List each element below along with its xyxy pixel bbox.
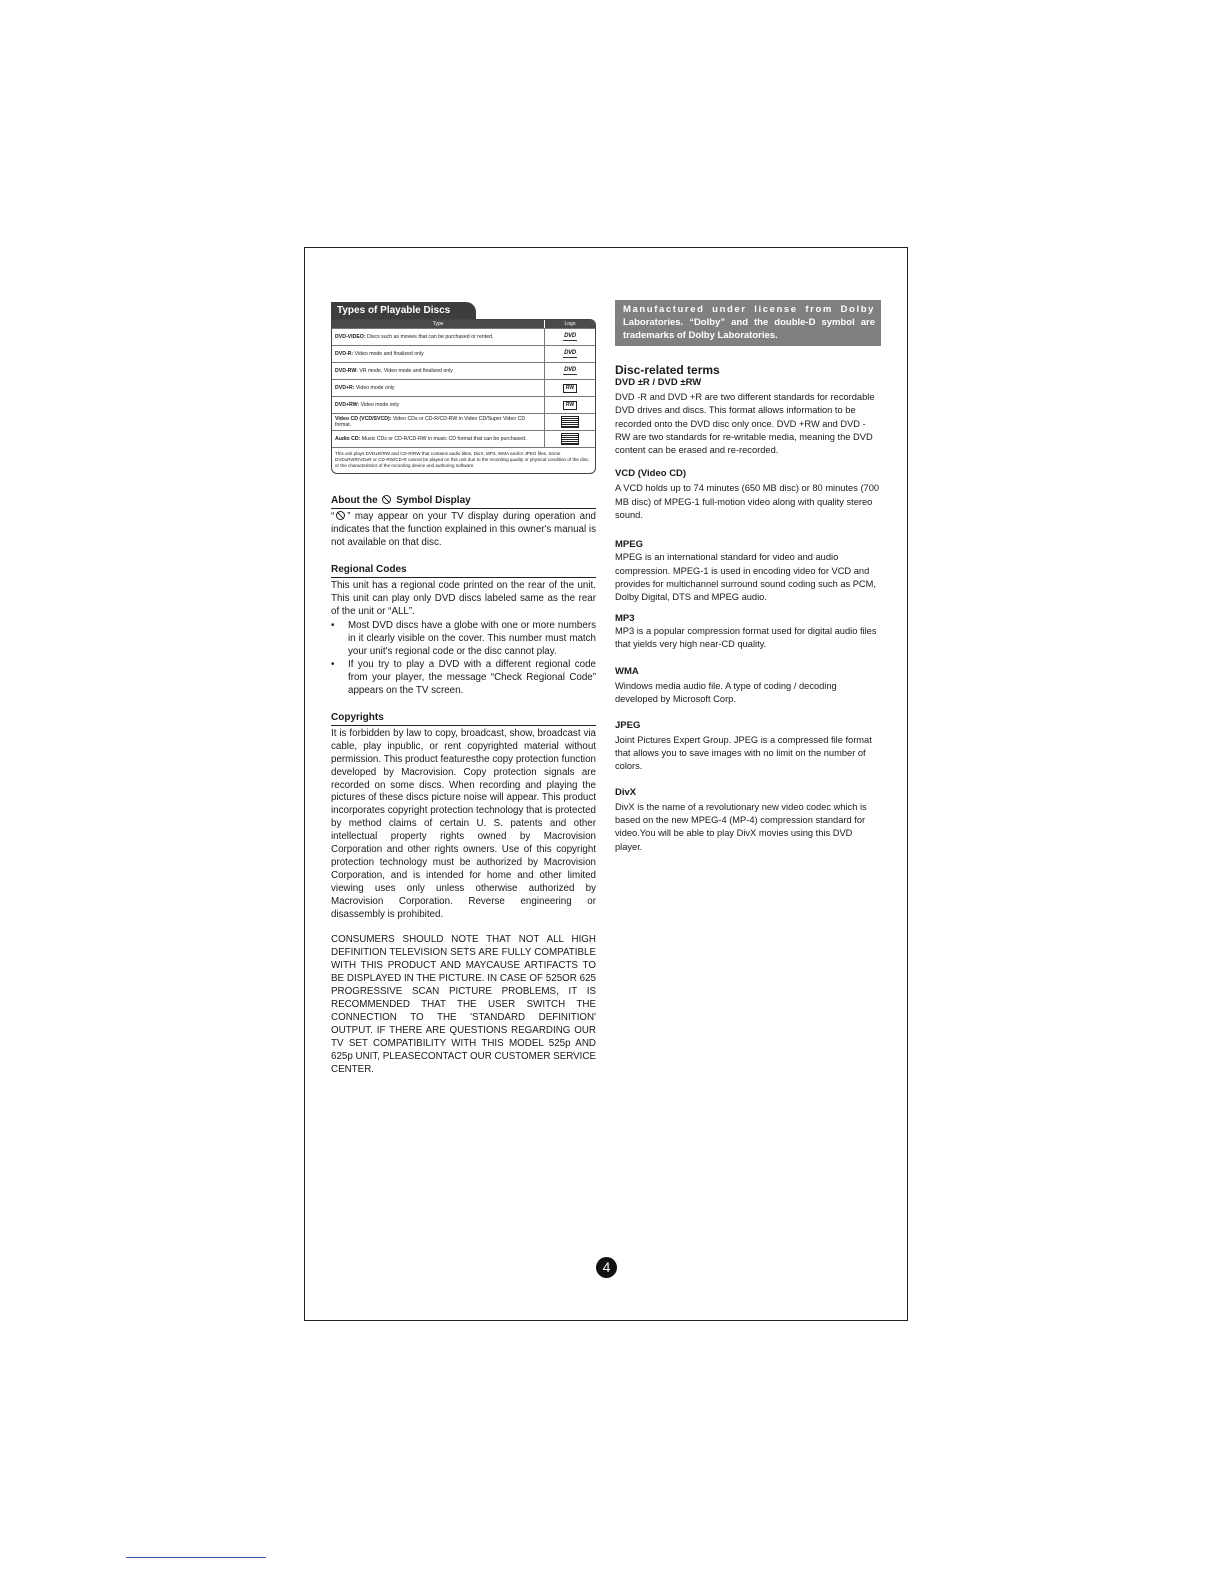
page-number: 4 xyxy=(596,1257,617,1278)
disc-type-desc: Video mode only xyxy=(359,402,400,408)
disc-terms-heading: Disc-related terms xyxy=(615,363,720,377)
dvd-plus-r-logo-icon: RW xyxy=(563,384,577,393)
term-mp3 xyxy=(615,613,881,652)
disc-type-desc: Music CDs or CD-R/CD-RW in music CD format that can be purchased. xyxy=(360,436,527,442)
term-dvd xyxy=(615,377,881,457)
regional-codes-text: This unit has a regional code printed on the rear of the unit. This unit can play only DVD discs labeled same as the rear of the unit or “ALL”. xyxy=(331,579,596,617)
disc-type-name: DVD-VIDEO: xyxy=(335,334,366,340)
term-title: JPEG xyxy=(615,719,641,731)
copyrights-text: It is forbidden by law to copy, broadcast, show, broadcast via cable, play inpublic, or rent copyrighted material without permission. This product featuresthe copy protection function developed by Macrovision. Copy protection signals are recorded on some discs. When recording and playing the pictures of these discs picture noise will appear. This product incorporates copyright protection technology that is protected by method claims of certain U. S. patents and other intellectual property rights owned by Macrovision Corporation and other rights owners. Use of this copyright protection technology must be authorized by Macrovision Corporation, and is intended for home and other limited viewing uses only unless otherwise authorized by Macrovision Corporation. Reverse engineering or disassembly is prohibited. xyxy=(331,727,596,920)
video-cd-logo-icon xyxy=(561,416,579,428)
term-title: DVD ±R / DVD ±RW xyxy=(615,377,702,388)
consumer-notice: CONSUMERS SHOULD NOTE THAT NOT ALL HIGH DEFINITION TELEVISION SETS ARE FULLY COMPATIBLE WITH THIS PRODUCT AND MAYCAUSE ARTIFACTS TO BE DISPLAYED IN THE PICTURE. IN CASE OF 525OR 625 PROGRESSIVE SCAN PICTURE PROBLEMS, IT IS RECOMMENDED THAT THE USER SWITCH THE CONNECTION TO THE 'STANDARD DEFINITION' OUTPUT. IF THERE ARE QUESTIONS REGARDING OUR TV SET COMPATIBILITY WITH THIS MODEL 525p AND 625p UNIT, PLEASECONTACT OUR CUSTOMER SERVICE CENTER. xyxy=(331,934,596,1075)
disc-type-name: DVD-R: xyxy=(335,351,354,357)
symbol-display-text: “ ” may appear on your TV display during operation and indicates that the function explained in this owner's manual is not available on that disc. xyxy=(331,511,596,548)
disc-type-desc: Video mode only xyxy=(354,385,395,391)
regional-codes-list xyxy=(331,620,596,697)
term-text: DivX is the name of a revolutionary new video codec which is based on the new MPEG-4 (MP-4) compression standard for video.You will be able to play DivX movies using this DVD player. xyxy=(615,801,867,852)
dolby-notice-rest: Laboratories. “Dolby” and the double-D symbol are trademarks of Dolby Laboratories. xyxy=(623,317,875,341)
prohibited-symbol-icon xyxy=(382,495,391,504)
term-text: Joint Pictures Expert Group. JPEG is a compressed file format that allows you to save images with no limit on the number of colors. xyxy=(615,734,872,772)
disc-table-note: This unit plays DVD±R/RW and CD-R/RW that contains audio titles, DivX, MP3, WMA and/or JPEG files. Some DVD±RW/DVD±R or CD-RW/CD-R cannot be played on this unit due to the recording quality or physical condition of the disc, or the characteristics of the recording device and authoring software. xyxy=(332,447,595,473)
table-row xyxy=(332,379,595,396)
footer-rule xyxy=(126,1557,266,1558)
prohibited-symbol-icon xyxy=(336,511,345,520)
dvd-rw-logo-icon: DVD xyxy=(564,367,576,373)
term-title: WMA xyxy=(615,666,639,678)
disc-type-name: DVD+RW: xyxy=(335,402,360,408)
left-column xyxy=(331,300,596,1076)
term-text: MP3 is a popular compression format used for digital audio files that yields very high near-CD quality. xyxy=(615,625,877,649)
term-vcd xyxy=(615,468,881,522)
term-title: DivX xyxy=(615,786,637,798)
term-mpeg xyxy=(615,539,881,604)
term-text: MPEG is an international standard for video and audio compression. MPEG-1 is used in encoding video for VCD and provides for multichannel surround sound coding such as PCM, Dolby Digital, DTS and MPEG audio. xyxy=(615,552,876,603)
col-type-header: Type xyxy=(432,321,444,327)
dvd-plus-rw-logo-icon: RW xyxy=(563,401,577,410)
table-row xyxy=(332,328,595,345)
disc-type-name: DVD-RW: xyxy=(335,368,358,374)
copyrights-title: Copyrights xyxy=(331,711,596,726)
term-title: MP3 xyxy=(615,612,635,624)
term-text: DVD -R and DVD +R are two different standards for recordable DVD drives and discs. This format allows information to be recorded onto the DVD disc only once. DVD +RW and DVD -RW are two standards for re-writable media, meaning the DVD content can be erased and re-recorded. xyxy=(615,392,875,456)
right-column xyxy=(615,300,881,854)
term-title: MPEG xyxy=(615,539,643,551)
audio-cd-logo-icon xyxy=(561,433,579,445)
table-row xyxy=(332,430,595,447)
dvd-r-logo-icon: DVD xyxy=(564,350,576,356)
term-text: A VCD holds up to 74 minutes (650 MB disc) or 80 minutes (700 MB disc) of MPEG-1 full-motion video along with quality stereo sound. xyxy=(615,483,880,521)
term-jpeg xyxy=(615,720,881,774)
disc-table-title: Types of Playable Discs xyxy=(331,302,476,319)
dolby-notice xyxy=(615,300,881,346)
table-row xyxy=(332,396,595,413)
term-divx xyxy=(615,787,881,854)
table-row xyxy=(332,362,595,379)
term-title: VCD (Video CD) xyxy=(615,468,687,480)
disc-type-desc: Discs such as movies that can be purchased or rented. xyxy=(365,334,494,340)
table-row xyxy=(332,345,595,362)
symbol-display-title: About the Symbol Display xyxy=(331,494,596,509)
dvd-video-logo-icon: DVD xyxy=(564,333,576,339)
table-row xyxy=(332,413,595,430)
disc-table-header xyxy=(332,320,595,328)
disc-type-desc: Video mode and finalized only xyxy=(353,351,424,357)
disc-type-desc: VR mode, Video mode and finalized only xyxy=(357,368,453,374)
col-logo-header: Logo xyxy=(544,320,595,328)
dolby-notice-line1: Manufactured under license from Dolby xyxy=(623,304,875,315)
list-item: • If you try to play a DVD with a different regional code from your player, the message “Check Regional Code” appears on the TV screen. xyxy=(331,659,596,698)
regional-codes-title: Regional Codes xyxy=(331,563,596,578)
list-item: • Most DVD discs have a globe with one or more numbers in it clearly visible on the cover. This number must match your unit's regional code or the disc cannot play. xyxy=(331,620,596,659)
term-wma xyxy=(615,666,881,707)
disc-type-name: DVD+R: xyxy=(335,385,355,391)
term-text: Windows media audio file. A type of coding / decoding developed by Microsoft Corp. xyxy=(615,681,837,705)
disc-type-desc: Video CDs or CD-R/CD-RW in Video CD/Super Video CD format. xyxy=(335,416,526,428)
disc-table xyxy=(331,319,596,474)
disc-type-name: Audio CD: xyxy=(335,436,361,442)
disc-type-name: Video CD (VCD/SVCD): xyxy=(335,416,392,422)
